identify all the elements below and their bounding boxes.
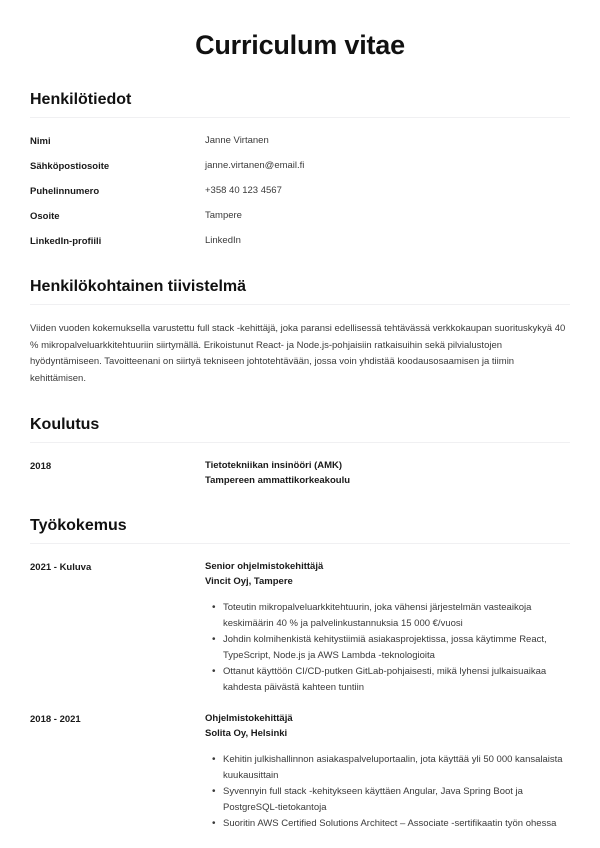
experience-job-title: Ohjelmistokehittäjä <box>205 713 293 724</box>
detail-value: Janne Virtanen <box>205 135 269 146</box>
section-summary <box>30 277 570 387</box>
experience-entry-body <box>205 560 570 695</box>
detail-label: Puhelinnumero <box>30 186 100 197</box>
list-item: • Suoritin AWS Certified Solutions Architect – Associate -sertifikaatin työn ohessa <box>223 816 570 832</box>
section-heading-personal-details: Henkilötiedot <box>30 91 132 108</box>
detail-row-linkedin <box>30 234 570 249</box>
education-degree: Tietotekniikan insinööri (AMK) <box>205 460 343 471</box>
education-period: 2018 <box>30 461 52 472</box>
section-heading-education: Koulutus <box>30 416 100 433</box>
experience-employer: Vincit Oyj, Tampere <box>205 575 293 587</box>
detail-label: LinkedIn-profiili <box>30 236 102 247</box>
detail-value: janne.virtanen@email.fi <box>205 160 305 171</box>
page-title: Curriculum vitae <box>195 30 405 60</box>
personal-details-list <box>30 134 570 249</box>
experience-job-title: Senior ohjelmistokehittäjä <box>205 561 324 572</box>
experience-period: 2021 - Kuluva <box>30 562 92 573</box>
list-item: • Ottanut käyttöön CI/CD-putken GitLab-pohjaisesti, mikä lyhensi julkaisuaikaa kahdesta päivästä kahteen tuntiin <box>223 664 570 695</box>
section-divider <box>30 304 570 305</box>
detail-value: LinkedIn <box>205 235 241 246</box>
section-heading-summary: Henkilökohtainen tiivistelmä <box>30 278 247 295</box>
section-experience <box>30 516 570 832</box>
detail-value: Tampere <box>205 210 242 221</box>
experience-entry-body <box>205 712 570 832</box>
experience-bullet-list <box>205 600 570 695</box>
detail-row-name <box>30 134 570 149</box>
detail-label: Nimi <box>30 136 51 147</box>
list-item: • Toteutin mikropalveluarkkitehtuurin, joka vähensi järjestelmän vasteaikoja keskimäärin 40 % ja palvelinkustannuksia 15 000 €/vuosi <box>223 600 570 631</box>
detail-label: Osoite <box>30 211 60 222</box>
section-divider <box>30 442 570 443</box>
experience-period: 2018 - 2021 <box>30 714 81 725</box>
education-institution: Tampereen ammattikorkeakoulu <box>205 474 351 486</box>
section-heading-experience: Työkokemus <box>30 517 127 534</box>
section-personal-details <box>30 90 570 249</box>
education-entry-body <box>205 459 570 488</box>
detail-label: Sähköpostiosoite <box>30 161 110 172</box>
summary-paragraph: Viiden vuoden kokemuksella varustettu full stack -kehittäjä, joka paransi edellisessä tehtävässä verkkokaupan suorituskykyä 40 % mikropalveluarkkitehtuuriin siirtymällä. Erikoistunut React- ja Node.js-pohjaisiin ratkaisuihin sekä pilvialustojen hyödyntämiseen. Tavoitteenani on siirtyä tekniseen johtotehtävään, jossa voin yhdistää koodausosaamisen ja tiimin kehittämisen. <box>30 323 566 384</box>
experience-employer: Solita Oy, Helsinki <box>205 727 288 739</box>
list-item: • Johdin kolmihenkistä kehitystiimiä asiakasprojektissa, jossa käytimme React, TypeScript, Node.js ja AWS Lambda -teknologioita <box>223 632 570 663</box>
detail-row-phone <box>30 184 570 199</box>
section-divider <box>30 117 570 118</box>
list-item: • Syvennyin full stack -kehitykseen käyttäen Angular, Java Spring Boot ja PostgreSQL-tietokantoja <box>223 784 570 815</box>
education-entry <box>30 459 570 488</box>
detail-row-email <box>30 159 570 174</box>
section-education <box>30 415 570 488</box>
detail-value: +358 40 123 4567 <box>205 185 282 196</box>
section-divider <box>30 543 570 544</box>
list-item: • Kehitin julkishallinnon asiakaspalveluportaalin, jota käyttää yli 50 000 kansalaista kuukausittain <box>223 752 570 783</box>
detail-row-address <box>30 209 570 224</box>
experience-bullet-list <box>205 752 570 832</box>
experience-entry <box>30 560 570 695</box>
experience-entry <box>30 712 570 832</box>
